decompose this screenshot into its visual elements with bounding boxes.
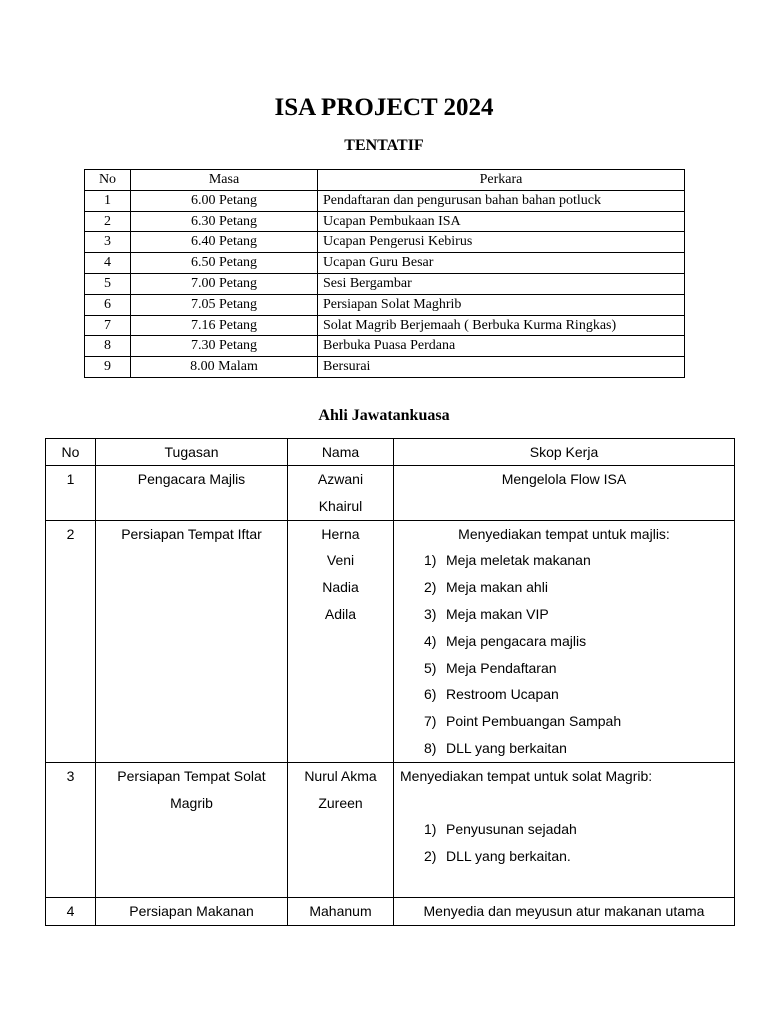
list-number: 3) [424, 605, 437, 622]
cell-no: 6 [85, 294, 131, 315]
skop-list [394, 816, 734, 870]
cell-no: 1 [46, 466, 96, 521]
section-title-tentatif: TENTATIF [344, 137, 424, 154]
cell-perkara: Persiapan Solat Maghrib [318, 294, 685, 315]
list-text: Meja pengacara majlis [446, 632, 587, 649]
cell-no: 1 [85, 190, 131, 211]
cell-masa: 6.00 Petang [131, 190, 318, 211]
cell-skop: Menyedia dan meyusun atur makanan utama [394, 897, 735, 925]
cell-perkara: Ucapan Pengerusi Kebirus [318, 232, 685, 253]
table-row [46, 897, 735, 925]
cell-masa: 8.00 Malam [131, 357, 318, 378]
cell-perkara: Berbuka Puasa Perdana [318, 336, 685, 357]
list-item [394, 601, 734, 628]
section-title-committee: Ahli Jawatankuasa [318, 407, 450, 424]
cell-tugasan: Pengacara Majlis [96, 466, 288, 521]
list-number: 8) [424, 739, 437, 756]
list-number: 2) [424, 848, 437, 865]
name-line: Khairul [318, 497, 363, 514]
header-masa: Masa [131, 170, 318, 191]
list-number: 1) [424, 552, 437, 569]
cell-masa: 7.16 Petang [131, 315, 318, 336]
tugasan-line: Persiapan Tempat Solat [117, 767, 266, 784]
cell-masa: 6.30 Petang [131, 211, 318, 232]
table-row [85, 232, 685, 253]
cell-no: 3 [46, 762, 96, 897]
header-no: No [46, 439, 96, 466]
cell-skop: Mengelola Flow ISA [394, 466, 735, 521]
cell-perkara: Sesi Bergambar [318, 273, 685, 294]
header-perkara: Perkara [318, 170, 685, 191]
list-text: Meja makan ahli [446, 579, 548, 596]
cell-masa: 7.30 Petang [131, 336, 318, 357]
cell-no: 3 [85, 232, 131, 253]
header-tugasan: Tugasan [96, 439, 288, 466]
cell-masa: 6.50 Petang [131, 253, 318, 274]
tugasan-line: Magrib [170, 794, 213, 811]
blank-line [394, 870, 734, 897]
cell-perkara: Ucapan Pembukaan ISA [318, 211, 685, 232]
list-text: Point Pembuangan Sampah [446, 713, 622, 730]
list-text: Meja makan VIP [446, 605, 549, 622]
cell-no: 2 [46, 520, 96, 762]
list-number: 1) [424, 821, 437, 838]
name-line: Herna [321, 525, 360, 542]
blank-line [394, 790, 734, 817]
table-row [85, 336, 685, 357]
cell-no: 7 [85, 315, 131, 336]
list-text: Meja meletak makanan [446, 552, 591, 569]
header-no: No [85, 170, 131, 191]
skop-list [394, 547, 734, 761]
list-text: DLL yang berkaitan [446, 739, 567, 756]
table-header-row [46, 439, 735, 466]
list-text: DLL yang berkaitan. [446, 848, 571, 865]
list-text: Penyusunan sejadah [446, 821, 577, 838]
tentatif-table [84, 169, 685, 378]
page-title: ISA PROJECT 2024 [274, 94, 494, 121]
list-item [394, 708, 734, 735]
table-row [85, 357, 685, 378]
table-row [85, 211, 685, 232]
cell-tugasan: Persiapan Makanan [96, 897, 288, 925]
list-number: 6) [424, 686, 437, 703]
list-item [394, 628, 734, 655]
cell-perkara: Solat Magrib Berjemaah ( Berbuka Kurma Ringkas) [318, 315, 685, 336]
list-item [394, 547, 734, 574]
cell-tugasan: Persiapan Tempat Iftar [96, 520, 288, 762]
cell-no: 4 [46, 897, 96, 925]
list-item [394, 655, 734, 682]
header-skop-kerja: Skop Kerja [394, 439, 735, 466]
skop-lead: Menyediakan tempat untuk majlis: [458, 525, 670, 542]
cell-nama [288, 520, 394, 762]
table-row [85, 315, 685, 336]
list-text: Meja Pendaftaran [446, 659, 557, 676]
cell-perkara: Pendaftaran dan pengurusan bahan bahan potluck [318, 190, 685, 211]
name-line: Veni [326, 552, 355, 569]
name-line: Azwani [317, 471, 364, 487]
name-line: Adila [324, 605, 357, 622]
skop-lead: Menyediakan tempat untuk solat Magrib: [400, 767, 653, 784]
cell-perkara: Bersurai [318, 357, 685, 378]
cell-no: 2 [85, 211, 131, 232]
committee-table [45, 438, 735, 926]
cell-perkara: Ucapan Guru Besar [318, 253, 685, 274]
table-row [85, 294, 685, 315]
list-item [394, 735, 734, 762]
table-row [46, 520, 735, 762]
list-number: 4) [424, 632, 437, 649]
cell-masa: 7.05 Petang [131, 294, 318, 315]
cell-tugasan [96, 762, 288, 897]
cell-no: 4 [85, 253, 131, 274]
table-row [46, 466, 735, 521]
list-item [394, 681, 734, 708]
cell-skop [394, 762, 735, 897]
cell-skop [394, 520, 735, 762]
list-item [394, 574, 734, 601]
cell-nama: Mahanum [288, 897, 394, 925]
table-row [46, 762, 735, 897]
list-item [394, 843, 734, 870]
header-nama: Nama [288, 439, 394, 466]
name-line: Nadia [322, 579, 359, 596]
cell-no: 9 [85, 357, 131, 378]
cell-nama [288, 466, 394, 521]
name-line: Zureen [318, 794, 363, 811]
table-header-row [85, 170, 685, 191]
cell-nama [288, 762, 394, 897]
list-text: Restroom Ucapan [446, 686, 559, 703]
list-item [394, 816, 734, 843]
cell-masa: 7.00 Petang [131, 273, 318, 294]
list-number: 5) [424, 659, 437, 676]
cell-no: 5 [85, 273, 131, 294]
table-row [85, 190, 685, 211]
cell-no: 8 [85, 336, 131, 357]
list-number: 7) [424, 713, 437, 730]
name-line: Nurul Akma [304, 767, 377, 784]
table-row [85, 253, 685, 274]
cell-masa: 6.40 Petang [131, 232, 318, 253]
table-row [85, 273, 685, 294]
list-number: 2) [424, 579, 437, 596]
